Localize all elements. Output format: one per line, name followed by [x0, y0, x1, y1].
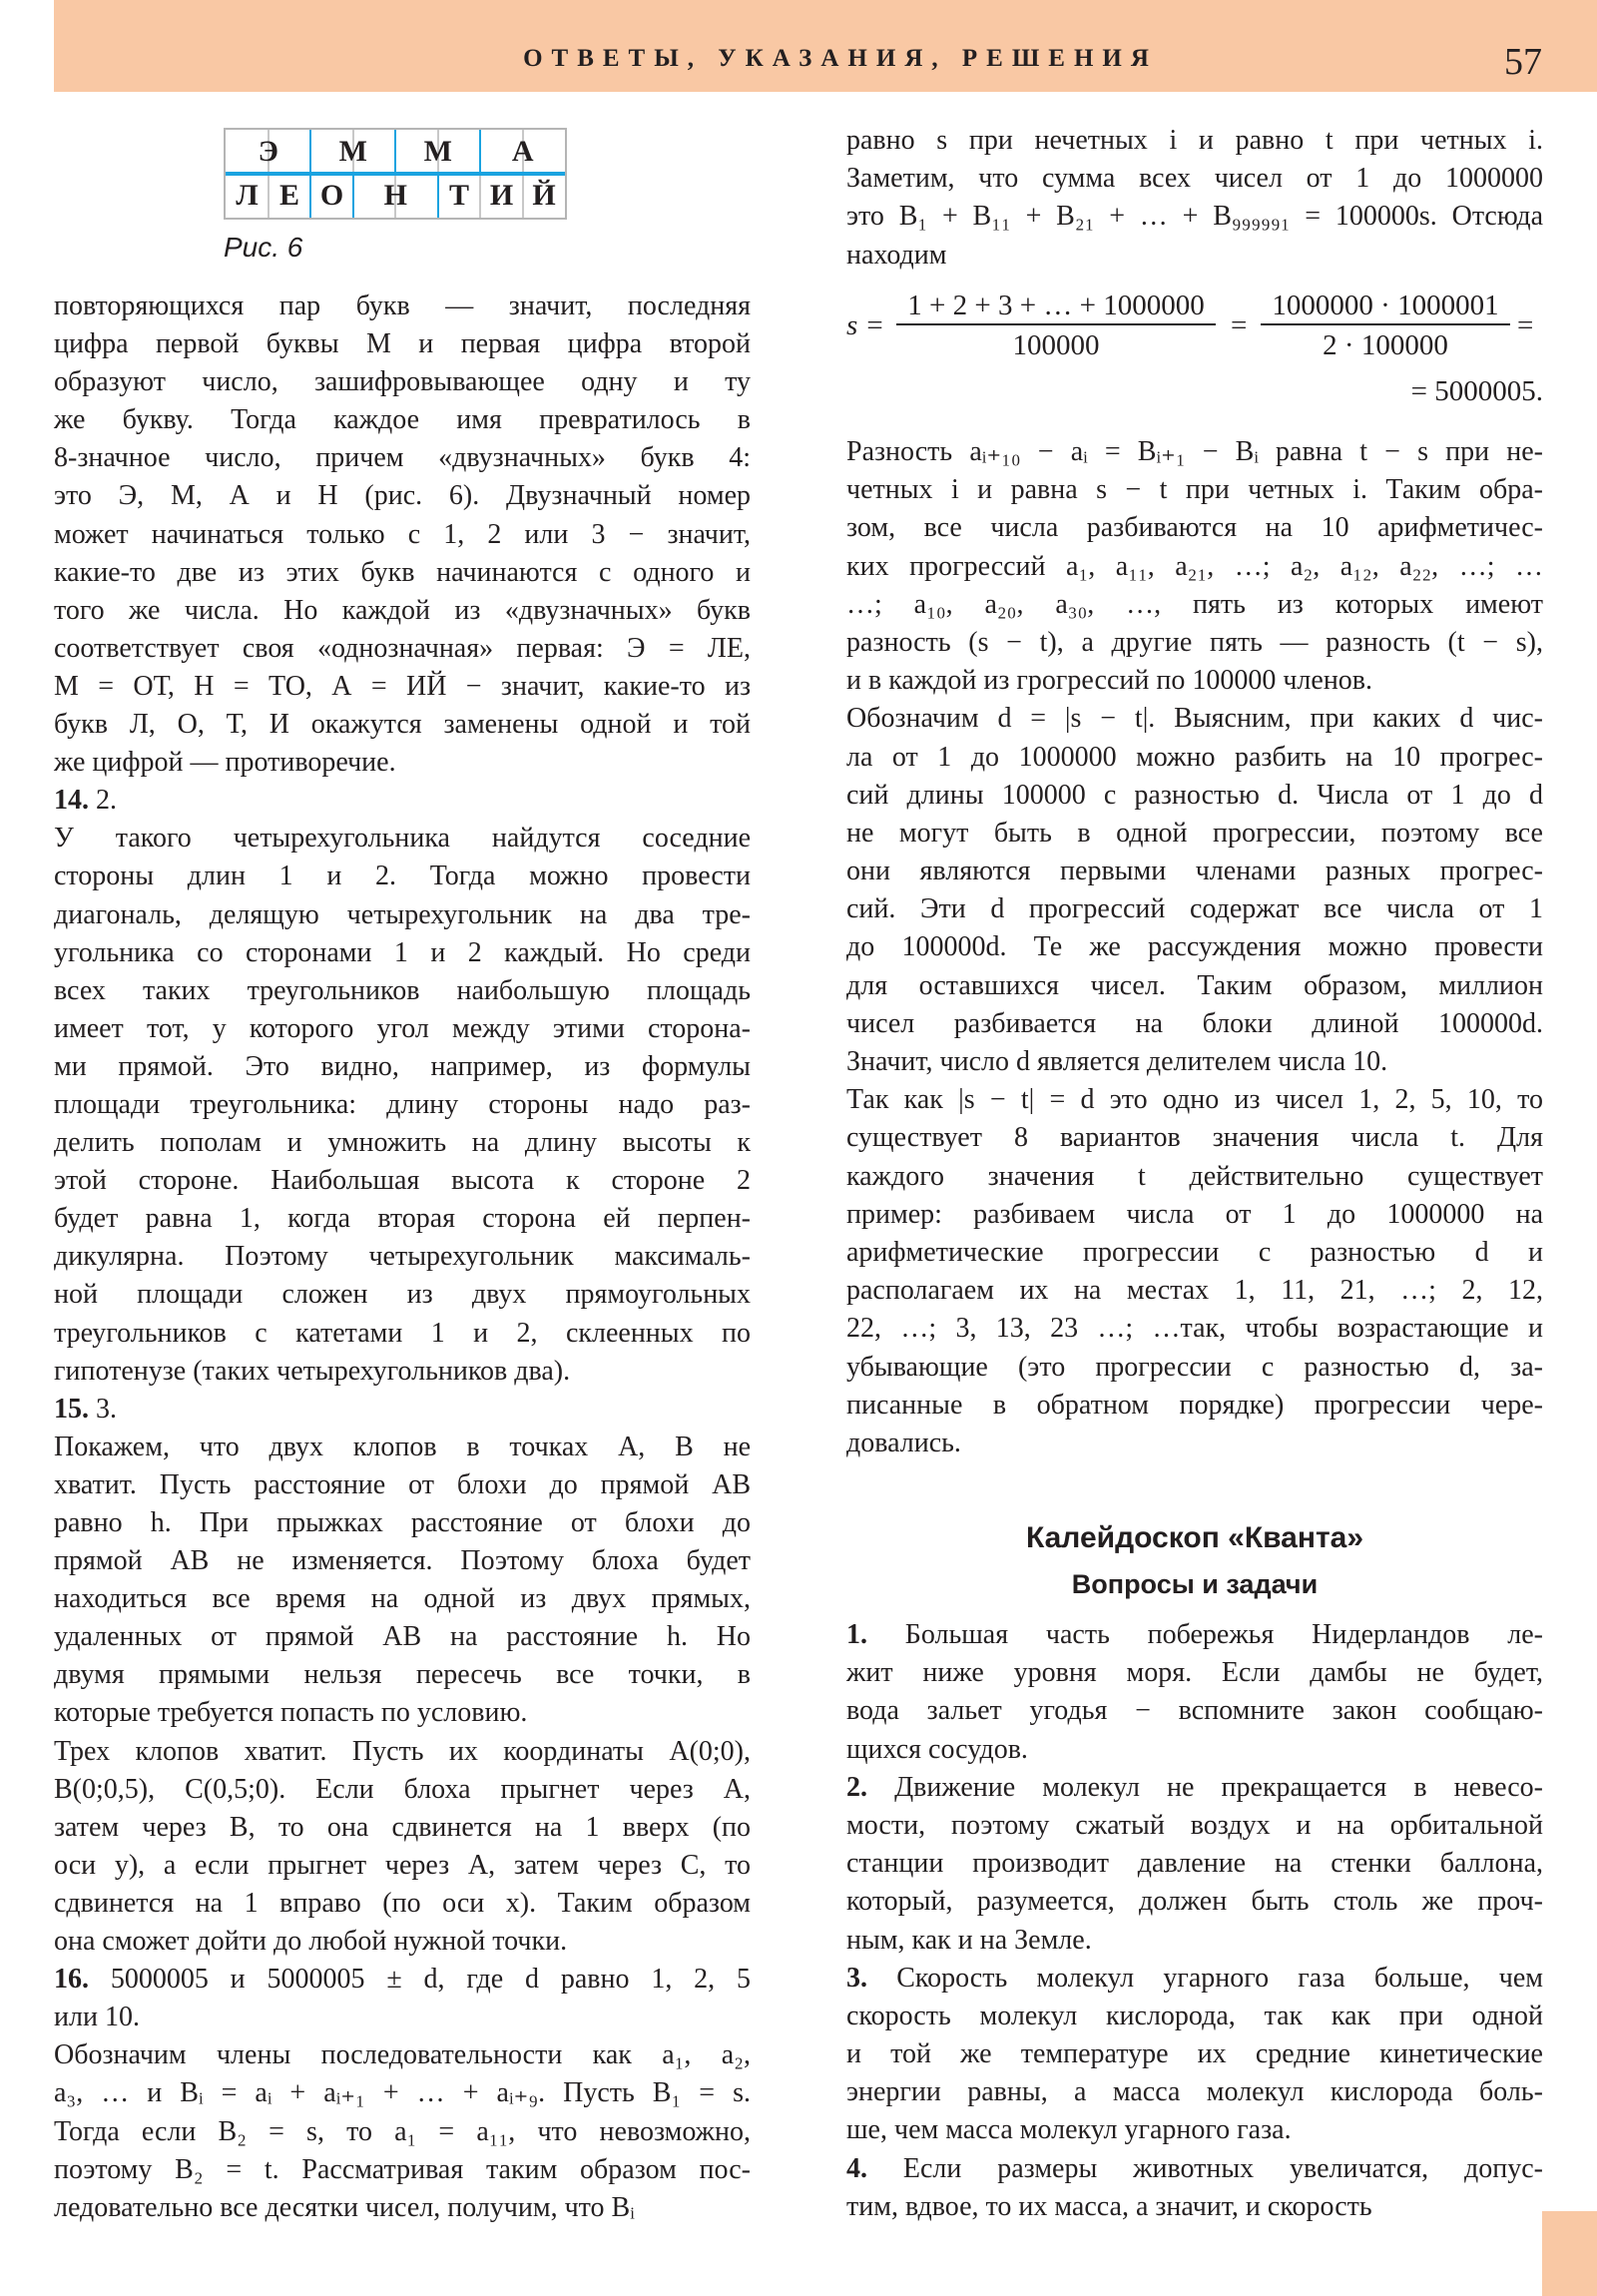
text-line: 8-значное число, причем «двузначных» букв 4: [54, 442, 751, 474]
text-line: площади треугольника: длину стороны надо раз- [54, 1088, 751, 1120]
text-line: скорость молекул кислорода, так как при одной [846, 2000, 1543, 2031]
text-line: 4. Если размеры животных увеличатся, допус- [846, 2152, 1543, 2184]
text-line: прямой AB не изменяется. Поэтому блоха будет [54, 1545, 751, 1577]
text-line: B(0;0,5), C(0,5;0). Если блоха прыгнет через A, [54, 1773, 751, 1805]
text-line: диагональ, делящую четырехугольник на два тре- [54, 898, 751, 930]
text-line: станции производит давление на стенки баллона, [846, 1848, 1543, 1880]
grid-letter-bottom: Т [448, 179, 469, 212]
text-line: и в каждой из грогрессий по 100000 членов. [846, 665, 1373, 697]
text-line: удаленных от прямой AB на расстояние h. Но [54, 1621, 751, 1653]
text-line: 22, …; 3, 13, 23 …; …так, чтобы возрастающие и [846, 1313, 1543, 1345]
item-number: 15. [54, 1393, 89, 1425]
text-line: чисел разбивается на блоки длиной 100000d. [846, 1007, 1543, 1039]
figure-caption: Рис. 6 [224, 232, 303, 263]
text-line: затем через B, то она сдвинется на 1 вверх (по [54, 1811, 751, 1843]
text-line: У такого четырехугольника найдутся соседние [54, 823, 751, 855]
text-line: пример: разбиваем числа от 1 до 1000000 на [846, 1198, 1543, 1230]
text-line: букв Л, О, Т, И окажутся заменены одной и той [54, 709, 751, 741]
text-line: ла от 1 до 1000000 можно разбить на 10 прогрес- [846, 741, 1543, 773]
section-subtitle: Вопросы и задачи [1071, 1569, 1319, 1599]
text-line: который, разумеется, должен быть столь же проч- [846, 1886, 1543, 1918]
text-line: угольника со сторонами 1 и 2 каждый. Но среди [54, 936, 751, 968]
paragraph [54, 2036, 751, 2226]
formula-equals-1: = [1231, 309, 1248, 341]
text-line: тим, вдвое, то их масса, а значит, и скорость [846, 2190, 1372, 2222]
paragraph [846, 433, 1543, 700]
text-line: же букву. Тогда каждое имя превратилось в [54, 404, 751, 436]
fraction-2 [1261, 287, 1510, 365]
left-column [54, 287, 751, 2227]
text-line: же цифрой — противоречие. [54, 747, 396, 779]
item-number: 14. [54, 785, 89, 817]
text-line: 14. 2. [54, 785, 117, 817]
fraction-1-denominator: 100000 [1012, 329, 1100, 361]
text-line: это Э, М, А и Н (рис. 6). Двузначный номер [54, 480, 751, 512]
text-line: до 100000d. Те же рассуждения можно провести [846, 931, 1543, 963]
grid-letter-bottom: Е [278, 179, 299, 212]
text-line: двумя прямыми нельзя пересечь все точки, в [54, 1659, 751, 1691]
text-line: четных i и равна s − t при четных i. Таким обра- [846, 474, 1543, 506]
text-line: поэтому B₂ = t. Рассматривая таким образом пос- [54, 2153, 751, 2185]
text-line: оси y), а если прыгнет через A, затем через C, то [54, 1849, 751, 1881]
figure-letter-grid [224, 128, 567, 220]
text-line: или 10. [54, 2002, 140, 2033]
text-line: 3. Скорость молекул угарного газа больше, чем [846, 1962, 1543, 1994]
text-line: энергии равны, а масса молекул кислорода боль- [846, 2076, 1543, 2108]
text-line: которые требуется попасть по условию. [54, 1697, 528, 1729]
text-line: равно s при нечетных i и равно t при четных i. [846, 125, 1543, 156]
text-line: a₃, … и Bᵢ = aᵢ + aᵢ₊₁ + … + aᵢ₊₉. Пусть B₁ = s. [54, 2077, 751, 2109]
text-line: ше, чем масса молекул угарного газа. [846, 2114, 1292, 2146]
fraction-2-denominator: 2 · 100000 [1323, 329, 1448, 361]
text-line: всех таких треугольников наибольшую площадь [54, 974, 751, 1006]
formula-s [846, 287, 1543, 417]
text-line: Покажем, что двух клопов в точках A, B не [54, 1431, 751, 1462]
item-number: 2. [846, 1771, 867, 1803]
grid-letter-top: М [338, 135, 367, 168]
text-line: сий длины 100000 с разностью d. Числа от 1 до d [846, 779, 1543, 811]
text-line: какие-то две из этих букв начинаются с одного и [54, 556, 751, 588]
paragraph [846, 1616, 1543, 1769]
text-line: она сможет дойти до любой нужной точки. [54, 1926, 568, 1958]
text-line: арифметические прогрессии с разностью d и [846, 1236, 1543, 1268]
text-line: образуют число, зашифровывающее одну и ту [54, 366, 751, 398]
text-line: существует 8 вариантов значения числа t. Для [846, 1122, 1543, 1154]
formula-lhs: s = [846, 309, 885, 341]
text-line: 16. 5000005 и 5000005 ± d, где d равно 1, 2, 5 [54, 1964, 751, 1996]
text-line: разность (s − t), а другие пять — разность (t − s), [846, 626, 1543, 658]
text-line: хватит. Пусть расстояние от блохи до прямой AB [54, 1468, 751, 1500]
grid-letter-bottom: Н [383, 179, 407, 212]
text-line: писанные в обратном порядке) прогрессии чере- [846, 1389, 1543, 1421]
text-line: Значит, число d является делителем числа 10. [846, 1046, 1388, 1077]
text-line: зом, все числа разбиваются на 10 арифметичес- [846, 512, 1543, 544]
text-line: ми прямой. Это видно, например, из формулы [54, 1050, 751, 1082]
text-line: Трех клопов хватит. Пусть их координаты A(0;0), [54, 1735, 751, 1767]
paragraph [54, 1733, 751, 1962]
formula-equals-2: = [1517, 309, 1534, 341]
text-line: имеет тот, у которого угол между этими сторона- [54, 1012, 751, 1044]
text-line: сдвинется на 1 вправо (по оси x). Таким образом [54, 1887, 751, 1919]
text-line: ледовательно все десятки чисел, получим, что Bᵢ [54, 2191, 635, 2223]
paragraph [54, 1429, 751, 1733]
text-line: цифра первой буквы М и первая цифра второй [54, 328, 751, 360]
paragraph [54, 1391, 751, 1429]
text-line: 2. Движение молекул не прекращается в невесо- [846, 1771, 1543, 1803]
corner-tab [1542, 2211, 1597, 2296]
text-line: 1. Большая часть побережья Нидерландов ле- [846, 1619, 1543, 1650]
section-title: Калейдоскоп «Кванта» [1025, 1521, 1364, 1554]
paragraph [846, 122, 1543, 275]
text-line: располагаем их на местах 1, 11, 21, …; 2, 12, [846, 1275, 1543, 1307]
paragraph [846, 1081, 1543, 1462]
text-line: Заметим, что сумма всех чисел от 1 до 1000000 [846, 163, 1543, 195]
item-number: 1. [846, 1619, 867, 1650]
text-line: …; a₁₀, a₂₀, a₃₀, …, пять из которых имеют [846, 588, 1543, 620]
text-line: убывающие (это прогрессии с разностью d, за- [846, 1351, 1543, 1383]
page-header [54, 0, 1597, 92]
paragraph [846, 2150, 1543, 2226]
text-line: стороны длин 1 и 2. Тогда можно провести [54, 861, 751, 892]
text-line: ным, как и на Земле. [846, 1924, 1092, 1956]
running-title: ОТВЕТЫ, УКАЗАНИЯ, РЕШЕНИЯ [523, 45, 1158, 72]
fraction-1-numerator: 1 + 2 + 3 + … + 1000000 [896, 287, 1216, 325]
text-line: ких прогрессий a₁, a₁₁, a₂₁, …; a₂, a₁₂, a₂₂, …; … [846, 550, 1543, 582]
grid-letter-top: М [423, 135, 452, 168]
text-line: вода зальет угодья − вспомните закон сообщаю- [846, 1695, 1543, 1727]
grid-letter-bottom: Й [532, 179, 556, 212]
text-line: повторяющихся пар букв — значит, последняя [54, 290, 751, 321]
text-line: щихся сосудов. [846, 1733, 1028, 1765]
text-line: это B₁ + B₁₁ + B₂₁ + … + B₉₉₉₉₉₁ = 100000s. Отсюда [846, 201, 1543, 233]
paragraph [846, 700, 1543, 1081]
grid-letter-top: Э [258, 135, 278, 168]
right-column-intro [846, 122, 1543, 275]
text-line: мости, поэтому сжатый воздух и на орбитальной [846, 1809, 1543, 1841]
text-line: ной площади сложен из двух прямоугольных [54, 1279, 751, 1311]
paragraph [54, 820, 751, 1390]
page-number: 57 [1504, 41, 1542, 83]
text-line: равно h. При прыжках расстояние от блохи до [54, 1507, 751, 1538]
answers-list [846, 1616, 1543, 2226]
text-line: делить пополам и умножить на длину высоты к [54, 1127, 751, 1159]
text-line: этой стороне. Наибольшая высота к стороне 2 [54, 1165, 751, 1197]
fraction-2-numerator: 1000000 · 1000001 [1261, 287, 1510, 325]
text-line: не могут быть в одной прогрессии, поэтому все [846, 817, 1543, 849]
text-line: Обозначим d = |s − t|. Выясним, при каких d чис- [846, 703, 1543, 735]
grid-letter-top: А [511, 135, 534, 168]
text-line: довались. [846, 1427, 961, 1458]
text-line: и той же температуре их средние кинетические [846, 2038, 1543, 2070]
text-line: М = ОТ, Н = ТО, А = ИЙ − значит, какие-то из [54, 670, 751, 702]
text-line: 15. 3. [54, 1393, 117, 1425]
grid-letter-bottom: Л [236, 179, 259, 212]
text-line: Так как |s − t| = d это одно из чисел 1, 2, 5, 10, то [846, 1084, 1543, 1116]
text-line: каждого значения t действительно существует [846, 1160, 1543, 1192]
text-line: для оставшихся чисел. Таким образом, миллион [846, 969, 1543, 1001]
text-line: дикулярна. Поэтому четырехугольник максималь- [54, 1241, 751, 1273]
paragraph [54, 287, 751, 782]
text-line: находиться все время на одной из двух прямых, [54, 1583, 751, 1615]
fraction-1 [896, 287, 1216, 365]
text-line: будет равна 1, когда вторая сторона ей перпен- [54, 1203, 751, 1235]
text-line: того же числа. Но каждой из «двузначных» букв [54, 594, 751, 626]
paragraph [846, 1960, 1543, 2150]
text-line: гипотенузе (таких четырехугольников два). [54, 1355, 571, 1387]
text-line: жит ниже уровня моря. Если дамбы не будет, [846, 1657, 1543, 1689]
paragraph [54, 782, 751, 820]
paragraph [54, 1961, 751, 2036]
item-number: 4. [846, 2152, 867, 2184]
text-line: треугольников с катетами 1 и 2, склеенных по [54, 1317, 751, 1349]
grid-divider [226, 172, 565, 176]
text-line: Обозначим члены последовательности как a₁, a₂, [54, 2039, 751, 2071]
formula-result: = 5000005. [1410, 375, 1543, 407]
text-line: они являются первыми членами разных прогрес- [846, 856, 1543, 887]
item-number: 16. [54, 1964, 89, 1996]
item-number: 3. [846, 1962, 867, 1994]
right-column-body [846, 433, 1543, 1462]
text-line: может начинаться только с 1, 2 или 3 − значит, [54, 518, 751, 550]
grid-letter-bottom: И [489, 179, 514, 212]
text-line: находим [846, 239, 947, 271]
text-line: соответствует своя «однозначная» первая: Э = ЛЕ, [54, 632, 751, 664]
grid-letter-bottom: О [319, 179, 344, 212]
text-line: Тогда если B₂ = s, то a₁ = a₁₁, что невозможно, [54, 2115, 751, 2147]
text-line: Разность aᵢ₊₁₀ − aᵢ = Bᵢ₊₁ − Bᵢ равна t − s при не- [846, 436, 1543, 467]
text-line: сий. Эти d прогрессий содержат все числа от 1 [846, 893, 1543, 925]
paragraph [846, 1769, 1543, 1960]
